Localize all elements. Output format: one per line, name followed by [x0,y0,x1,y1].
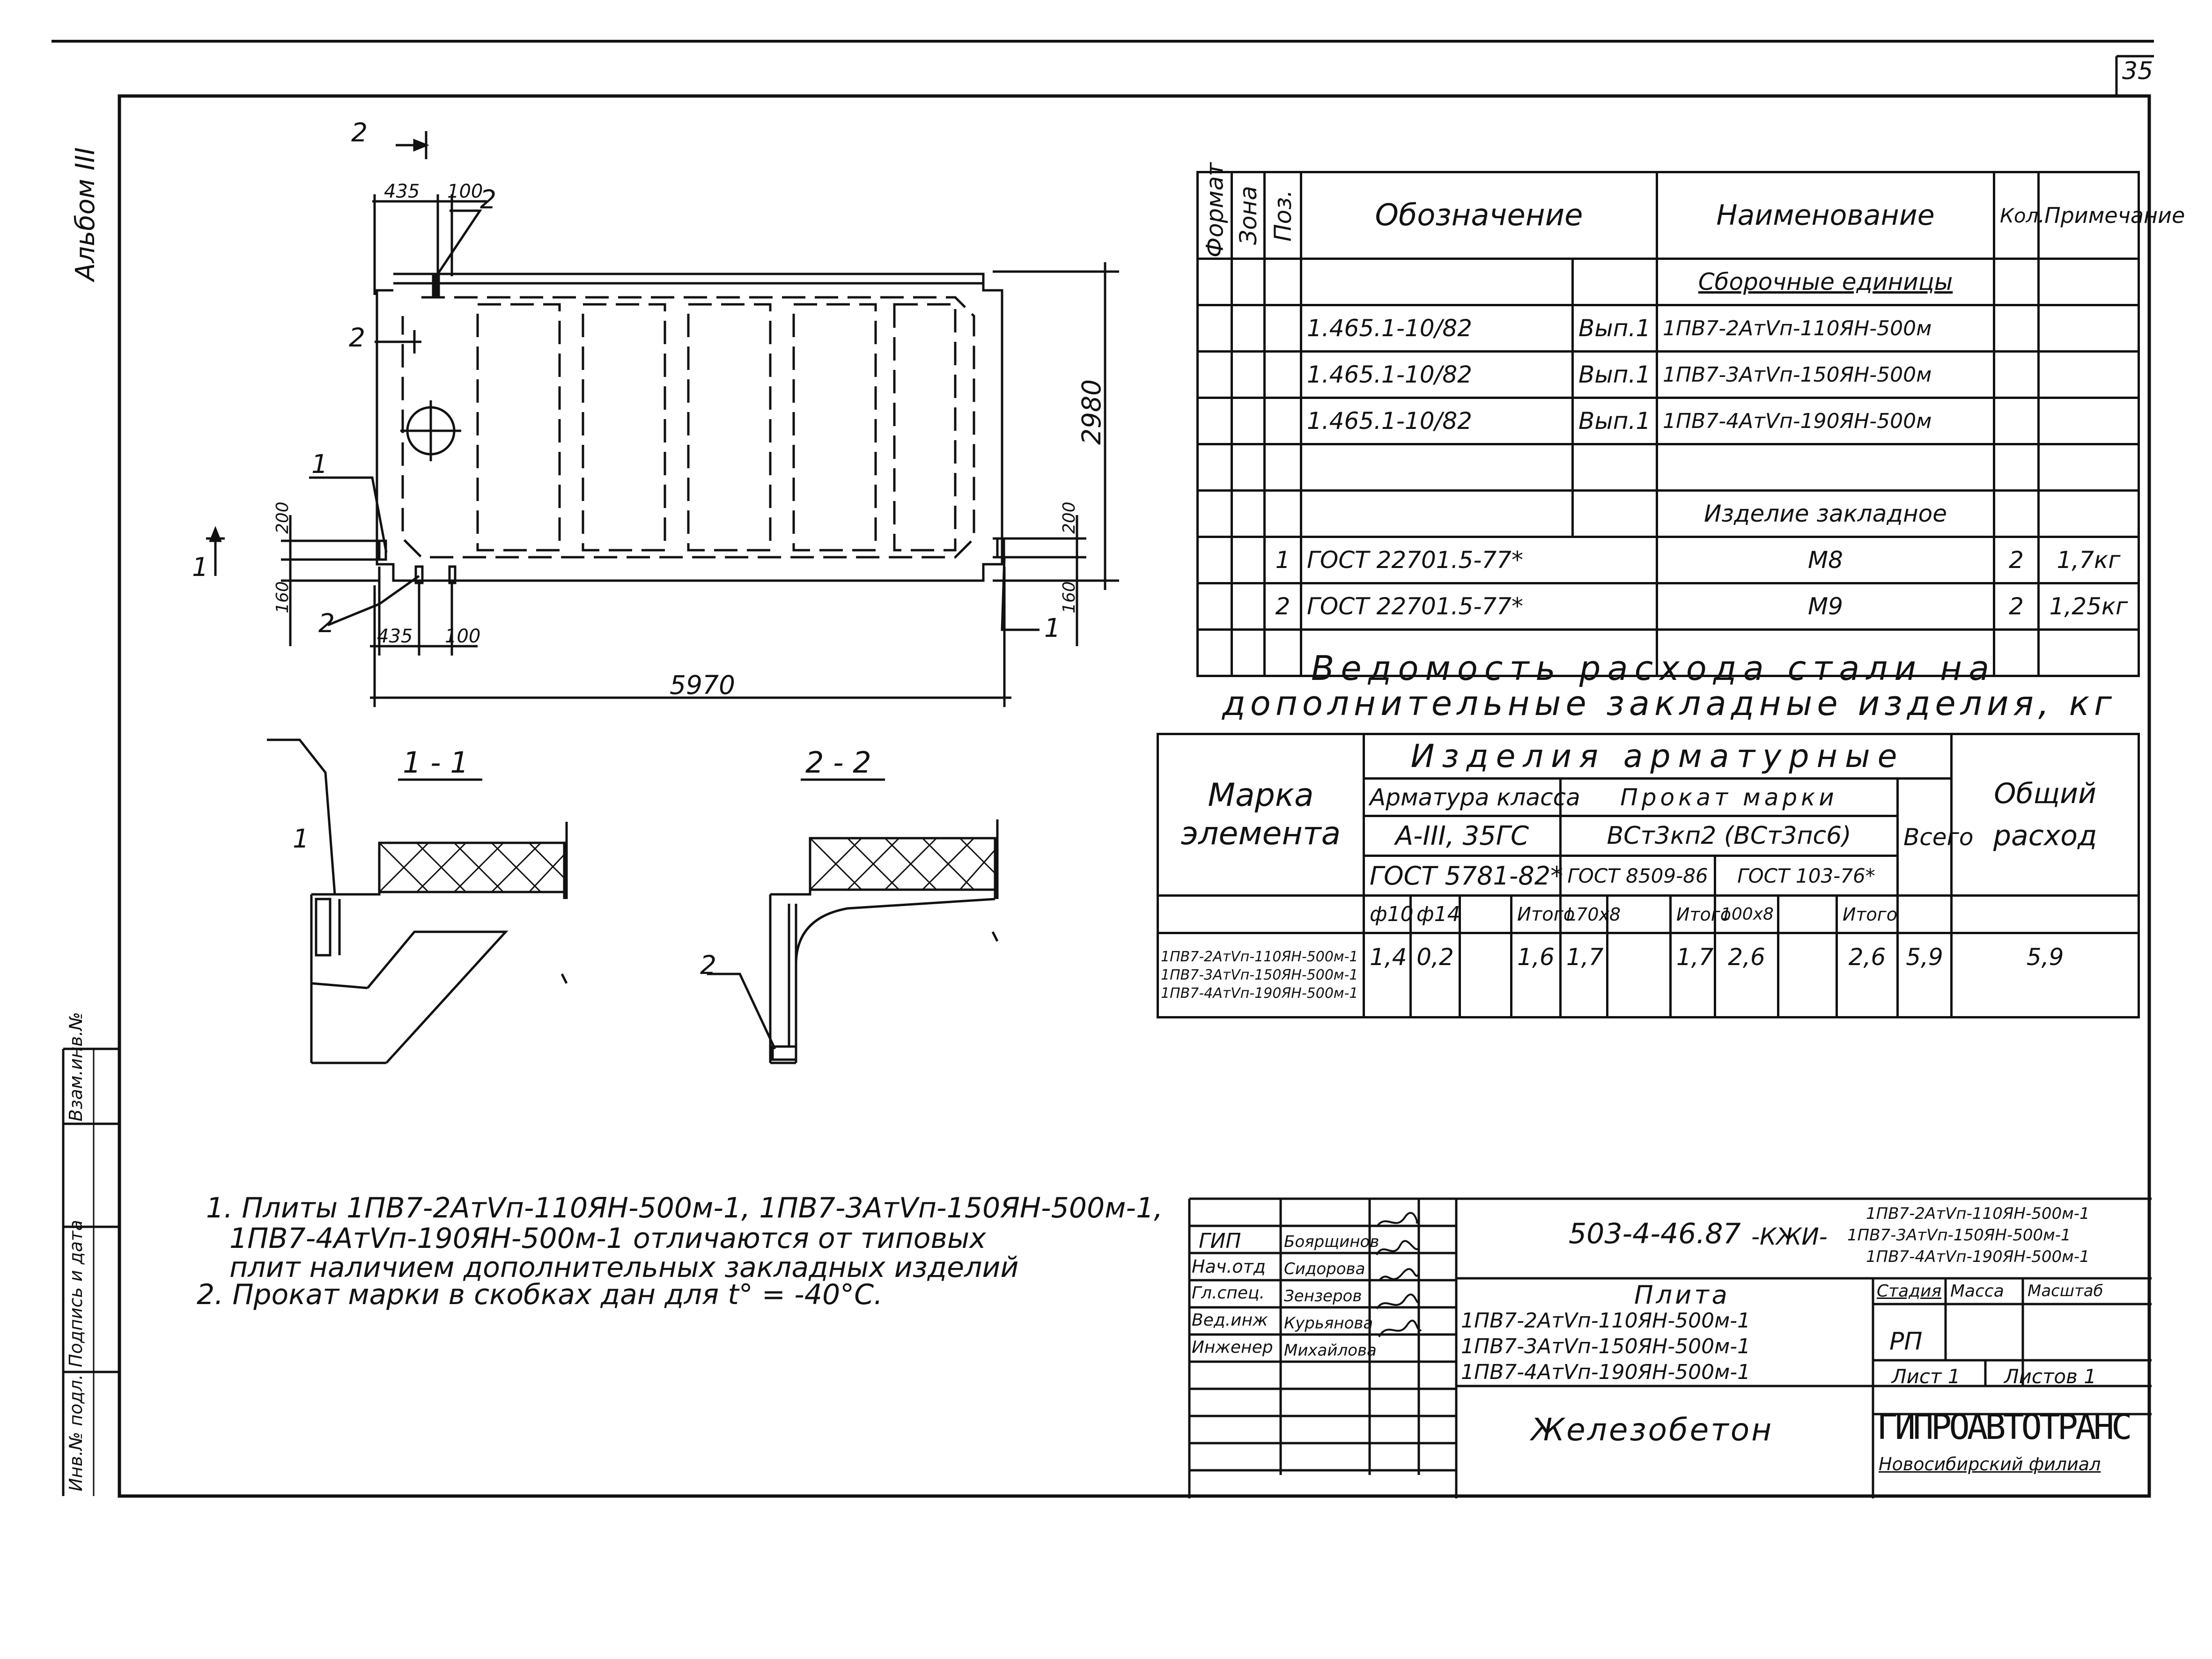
section-marker-1-left: 1 [192,552,208,582]
stage-value: РП [1889,1327,1923,1356]
note-line-2: 1ПВ7-4АтVп-190ЯН-500м-1 отличаются от типовых [229,1222,986,1255]
signature-scribbles [1372,1203,1423,1344]
sub-header: ф10 [1364,896,1411,933]
stage-label: Стадия [1877,1282,1942,1301]
section-1-1-title: 1 - 1 [403,745,469,780]
sub-header: Итого [1512,896,1561,933]
row-designation: 1.465.1-10/82 [1301,352,1573,398]
group-header: Изделия арматурные [1364,734,1952,779]
row-name: 1ПВ7-2АтVп-110ЯН-500м [1657,305,1994,352]
table-row [1198,444,2139,491]
row-name: Изделие закладное [1657,491,1994,537]
row-version: Вып.1 [1573,352,1657,398]
steel-consumption-table [1157,733,2140,1018]
overall-header: Общий расход [1952,734,2139,896]
sheets-label: Листов 1 [2004,1365,2096,1388]
row-name: М8 [1657,537,1994,583]
value-cell: 1,7 [1671,933,1715,1018]
dim-200-left: 200 [273,501,292,534]
value-cell [1778,933,1837,1018]
value-cell: 1,7 [1561,933,1607,1018]
rebar-class: Арматура класса [1364,779,1561,816]
code-product: 1ПВ7-4АтVп-190ЯН-500м-1 [1866,1247,2090,1266]
section-callout-1: 1 [293,824,309,854]
item-line: 1ПВ7-3АтVп-150ЯН-500м-1 [1461,1335,1751,1358]
row-version: Вып.1 [1573,305,1657,352]
sheet-number: 35 [2122,57,2153,85]
value-cell: 5,9 [1952,933,2139,1018]
stamp-role: Гл.спец. [1192,1283,1265,1303]
stamp-role: Инженер [1192,1338,1273,1357]
code-product: 1ПВ7-3АтVп-150ЯН-500м-1 [1847,1226,2071,1245]
element-mark-header: Марка элемента [1158,734,1364,896]
rolled-gost-2: ГОСТ 103-76* [1715,856,1898,896]
doc-code: 503-4-46.87 [1569,1217,1741,1250]
dim-160-right: 160 [1060,581,1079,613]
row-designation: 1.465.1-10/82 [1301,398,1573,444]
col-note: Примечание [2039,172,2139,259]
stamp-role: Нач.отд [1192,1256,1266,1277]
stamp-name: Курьянова [1284,1314,1373,1333]
row-name: 1ПВ7-4АтVп-190ЯН-500м [1657,398,1994,444]
table-row [1198,583,2139,630]
value-cell: 1,6 [1512,933,1561,1018]
section-callout-2: 2 [700,950,716,980]
plate-plan-drawing [187,117,1171,726]
note-line-3: плит наличием дополнительных закладных изделий [229,1251,1019,1284]
col-pos: Поз. [1265,172,1301,259]
org-branch: Новосибирский филиал [1879,1454,2101,1475]
row-pos: 1 [1265,537,1301,583]
signature-date-label: Подпись и дата [66,1220,86,1367]
sub-header [1460,896,1512,933]
row-version: Вып.1 [1573,398,1657,444]
rolled-gost-1: ГОСТ 8509-86 [1561,856,1715,896]
value-cell: 2,6 [1837,933,1898,1018]
value-cell: 1,4 [1364,933,1411,1018]
dim-200-right: 200 [1060,501,1079,534]
dim-435-top: 435 [384,181,420,202]
stamp-name: Михайлова [1284,1341,1377,1360]
sub-header: Итого [1837,896,1898,933]
mass-label: Масса [1950,1282,2004,1301]
note-line-1: 1. Плиты 1ПВ7-2АтVп-110ЯН-500м-1, 1ПВ7-3АтVп-150ЯН-500м-1, [206,1192,1163,1224]
rolled-header: Прокат марки [1561,779,1898,816]
table-row [1198,398,2139,444]
callout-1-right: 1 [1044,613,1061,643]
table-row [1198,305,2139,352]
col-format: Формат [1198,172,1232,259]
stamp-role: Вед.инж [1192,1311,1268,1330]
album-label: Альбом III [70,147,101,281]
dim-435-bottom: 435 [377,626,413,647]
value-cell: 5,9 [1898,933,1952,1018]
org-name: ГИПРОАВТОТРАНС [1877,1407,2130,1447]
steel-table-title-2: дополнительные закладные изделия, кг [1222,684,2116,723]
stamp-name: Сидорова [1284,1260,1365,1278]
value-cell [1460,933,1512,1018]
col-name: Наименование [1657,172,1994,259]
callout-2-bottom: 2 [318,608,335,638]
row-qty: 2 [1994,537,2039,583]
material: Железобетон [1531,1412,1774,1448]
element-mark: 1ПВ7-4АтVп-190ЯН-500м-1 [1161,985,1358,1002]
item-title: Плита [1634,1280,1730,1310]
row-name: Сборочные единицы [1657,259,1994,305]
element-mark: 1ПВ7-3АтVп-150ЯН-500м-1 [1161,967,1358,983]
col-zone: Зона [1232,172,1265,259]
sub-header: Итого [1671,896,1715,933]
value-cell: 0,2 [1411,933,1460,1018]
table-row [1158,933,2139,1018]
total-header: Всего [1898,779,1952,896]
table-row [1198,491,2139,537]
rebar-gost: ГОСТ 5781-82* [1364,856,1561,896]
value-cell [1607,933,1671,1018]
sub-header: L70x8 [1561,896,1607,933]
specification-table [1196,162,2185,677]
dim-5970: 5970 [670,670,735,700]
row-designation: ГОСТ 22701.5-77* [1301,537,1657,583]
doc-suffix: -КЖИ- [1751,1223,1828,1250]
section-marker-2-left: 2 [349,323,365,353]
section-marker-2-top: 2 [351,118,368,147]
col-qty: Кол. [1994,172,2039,259]
sub-header: 100x8 [1715,896,1778,933]
scale-label: Масштаб [2028,1282,2103,1300]
dim-100-bottom: 100 [445,626,481,647]
callout-2-top: 2 [480,184,496,214]
sheet-label: Лист 1 [1892,1365,1961,1388]
rebar-grade: А-III, 35ГС [1364,816,1561,856]
stamp-name: Боярщинов [1284,1232,1379,1251]
table-row [1198,259,2139,305]
value-cell: 2,6 [1715,933,1778,1018]
row-designation: 1.465.1-10/82 [1301,305,1573,352]
item-line: 1ПВ7-2АтVп-110ЯН-500м-1 [1461,1309,1751,1333]
dim-160-left: 160 [273,581,292,613]
table-row [1198,352,2139,398]
item-line: 1ПВ7-4АтVп-190ЯН-500м-1 [1461,1360,1751,1384]
callout-1-left: 1 [311,449,328,479]
row-name: 1ПВ7-3АтVп-150ЯН-500м [1657,352,1994,398]
section-2-2-title: 2 - 2 [805,745,871,780]
sub-header [1778,896,1837,933]
row-note: 1,7кг [2039,537,2139,583]
inv-orig-label: Инв.№ подл. [66,1374,86,1491]
replace-inv-label: Взам.инв.№ [66,1012,86,1121]
dim-100-top: 100 [447,181,483,202]
row-qty: 2 [1994,583,2039,630]
code-product: 1ПВ7-2АтVп-110ЯН-500м-1 [1866,1204,2090,1223]
note-line-4: 2. Прокат марки в скобках дан для t° = -40°С. [197,1278,883,1311]
sub-header: ф14 [1411,896,1460,933]
row-name: М9 [1657,583,1994,630]
stamp-name: Зензеров [1284,1287,1362,1305]
table-row [1198,537,2139,583]
row-pos: 2 [1265,583,1301,630]
row-note: 1,25кг [2039,583,2139,630]
element-mark: 1ПВ7-2АтVп-110ЯН-500м-1 [1161,949,1358,965]
stamp-role: ГИП [1199,1229,1241,1253]
row-designation: ГОСТ 22701.5-77* [1301,583,1657,630]
rolled-grade: ВСт3кп2 (ВСт3пс6) [1561,816,1898,856]
dim-2980: 2980 [1077,379,1106,445]
col-designation: Обозначение [1301,172,1657,259]
steel-table-title-1: Ведомость расхода стали на [1311,649,1996,688]
sections-drawing [258,740,1030,1077]
